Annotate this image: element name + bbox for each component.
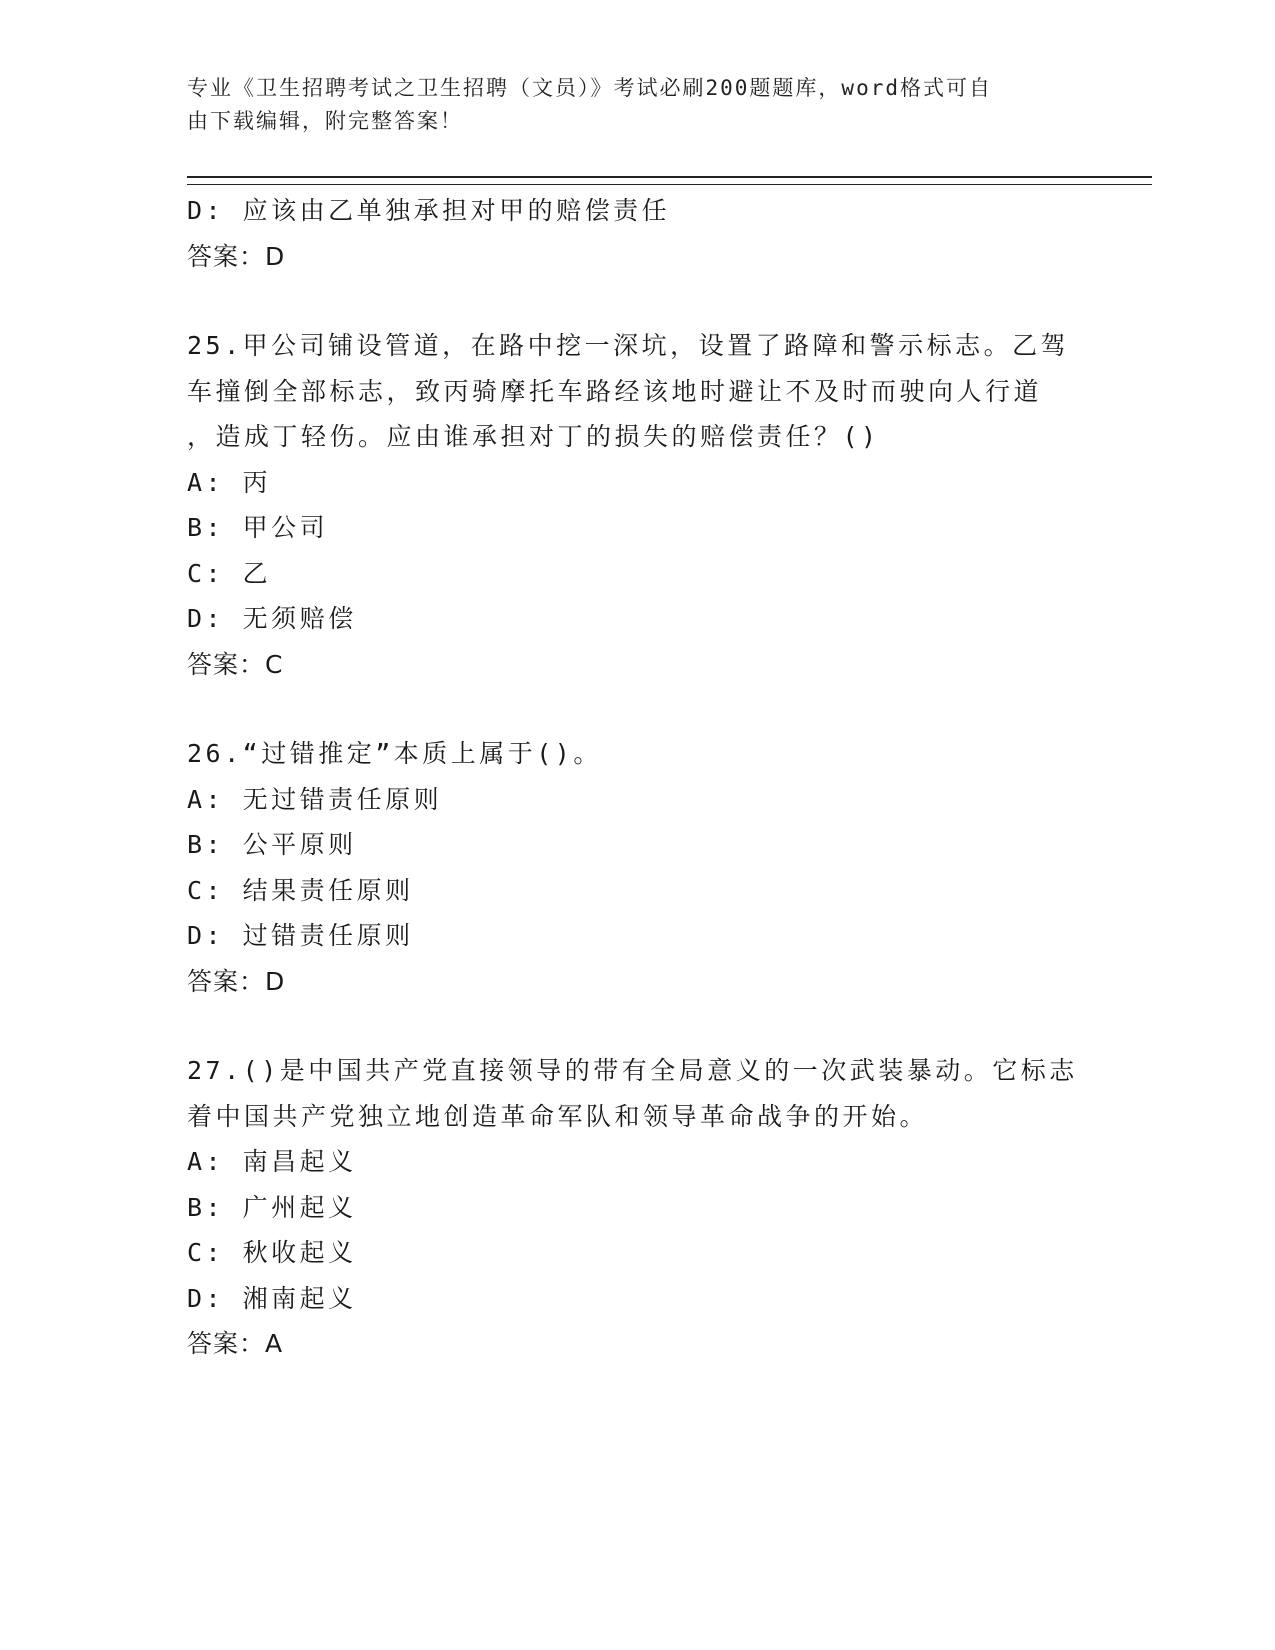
header-divider xyxy=(187,176,1152,185)
q27-option-b: B: 广州起义 xyxy=(187,1192,357,1222)
q25-stem-line-1: 25.甲公司铺设管道，在路中挖一深坑，设置了路障和警示标志。乙驾 xyxy=(187,331,1070,360)
q25-stem-line-3: ，造成丁轻伤。应由谁承担对丁的损失的赔偿责任？() xyxy=(187,422,880,451)
q27-option-c: C: 秋收起义 xyxy=(187,1238,357,1267)
q25-option-d: D: 无须赔偿 xyxy=(187,604,357,633)
document-header xyxy=(187,72,1067,138)
q27-option-d: D: 湘南起义 xyxy=(187,1283,357,1313)
q27-stem-line-2: 着中国共产党独立地创造革命军队和领导革命战争的开始。 xyxy=(187,1101,929,1131)
q25-option-a: A: 丙 xyxy=(187,467,272,497)
prev-option-d: D: 应该由乙单独承担对甲的赔偿责任 xyxy=(187,196,671,225)
question-content xyxy=(187,188,1087,1367)
q26-stem-line-1: 26.“过错推定”本质上属于()。 xyxy=(187,739,602,768)
q26-option-c: C: 结果责任原则 xyxy=(187,875,414,905)
q26-option-b: B: 公平原则 xyxy=(187,830,357,859)
q25-option-b: B: 甲公司 xyxy=(187,513,329,542)
prev-answer: 答案：D xyxy=(187,241,286,271)
q27-stem-line-1: 27.()是中国共产党直接领导的带有全局意义的一次武装暴动。它标志 xyxy=(187,1056,1078,1085)
q25-option-c: C: 乙 xyxy=(187,558,272,588)
question-26 xyxy=(187,731,1087,1004)
header-line-2: 由下载编辑，附完整答案！ xyxy=(187,109,463,133)
question-25 xyxy=(187,323,1087,687)
q27-option-a: A: 南昌起义 xyxy=(187,1147,357,1176)
q27-answer: 答案：A xyxy=(187,1329,284,1358)
header-line-1: 专业《卫生招聘考试之卫生招聘（文员）》考试必刷200题题库，word格式可自 xyxy=(187,76,992,100)
q26-answer: 答案：D xyxy=(187,966,286,996)
q26-option-a: A: 无过错责任原则 xyxy=(187,784,443,814)
q25-answer: 答案：C xyxy=(187,649,284,679)
question-27 xyxy=(187,1048,1087,1367)
q25-stem-line-2: 车撞倒全部标志，致丙骑摩托车路经该地时避让不及时而驶向人行道 xyxy=(187,376,1043,406)
q26-option-d: D: 过错责任原则 xyxy=(187,921,414,950)
